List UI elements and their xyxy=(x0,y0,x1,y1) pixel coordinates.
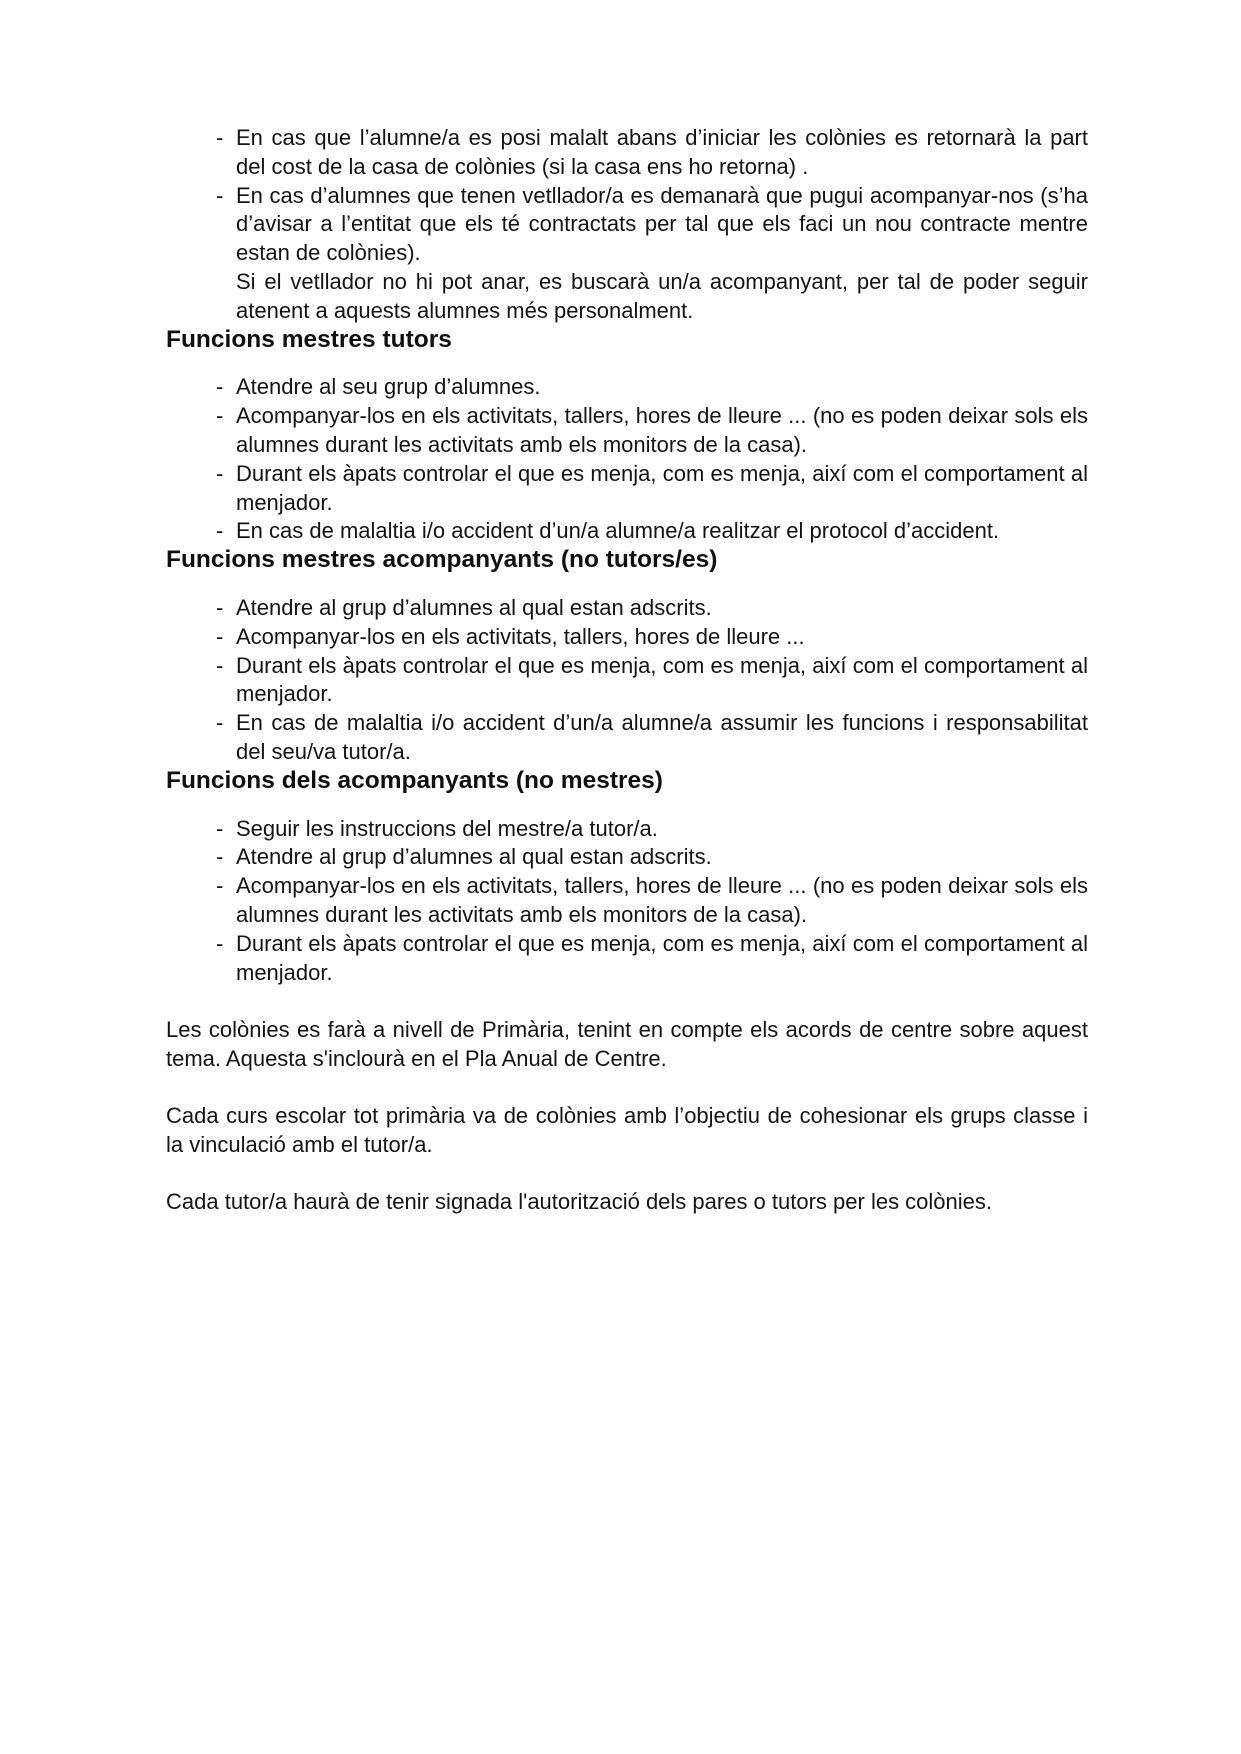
section-heading-mestres-acompanyants: Funcions mestres acompanyants (no tutors/es) xyxy=(166,546,718,574)
bullet-text: Durant els àpats controlar el que es menja, com es menja, així com el comportament al menjador. xyxy=(236,930,1088,985)
bullet-text: Atendre al grup d’alumnes al qual estan adscrits. xyxy=(236,594,712,620)
bullet-text: Acompanyar-los en els activitats, tallers, hores de lleure ... (no es poden deixar sols els alumnes durant les activitats amb els monitors de la casa). xyxy=(236,873,1088,927)
bullet-text: En cas de malaltia i/o accident d’un/a alumne/a realitzar el protocol d’accident. xyxy=(236,518,1000,544)
list-item xyxy=(166,872,1088,930)
list-item xyxy=(166,373,1088,402)
bullet-dash: - xyxy=(216,460,224,486)
bullet-text: Durant els àpats controlar el que es menja, com es menja, així com el comportament al menjador. xyxy=(236,652,1088,707)
bullet-dash: - xyxy=(216,623,224,649)
bullet-text: En cas de malaltia i/o accident d’un/a alumne/a assumir les funcions i responsabilitat del seu/va tutor/a. xyxy=(236,710,1088,764)
bullet-dash: - xyxy=(216,374,224,400)
list-item xyxy=(166,709,1088,767)
paragraph-curs-escolar: Cada curs escolar tot primària va de colònies amb l’objectiu de cohesionar els grups classe i la vinculació amb el tutor/a. xyxy=(166,1102,1088,1157)
section-heading-acompanyants-no-mestres: Funcions dels acompanyants (no mestres) xyxy=(166,766,663,794)
list-item xyxy=(166,460,1088,518)
section-heading-mestres-tutors: Funcions mestres tutors xyxy=(166,325,452,353)
list-item xyxy=(166,815,1088,844)
section-bullet-list xyxy=(166,815,1088,988)
bullet-text: Atendre al seu grup d’alumnes. xyxy=(236,374,541,400)
bullet-text: Acompanyar-los en els activitats, tallers, hores de lleure ... xyxy=(236,623,805,649)
list-item xyxy=(166,182,1088,326)
bullet-dash: - xyxy=(216,652,224,678)
list-item xyxy=(166,124,1088,182)
bullet-dash: - xyxy=(216,815,224,841)
bullet-text: En cas que l’alumne/a es posi malalt abans d’iniciar les colònies es retornarà la part del cost de la casa de colònies (si la casa ens ho retorna) . xyxy=(236,125,1088,179)
list-item xyxy=(166,652,1088,710)
list-item xyxy=(166,843,1088,872)
list-item xyxy=(166,623,1088,652)
list-item xyxy=(166,402,1088,460)
bullet-text: En cas d’alumnes que tenen vetllador/a es demanarà que pugui acompanyar-nos (s’ha d’avisar a l’entitat que els té contractats per tal que els faci un nou contracte mentre estan de colònies). xyxy=(236,182,1088,266)
bullet-dash: - xyxy=(216,710,224,736)
bullet-text: Atendre al grup d’alumnes al qual estan adscrits. xyxy=(236,844,712,870)
bullet-dash: - xyxy=(216,518,224,544)
list-item xyxy=(166,517,1088,546)
bullet-dash: - xyxy=(216,182,224,208)
paragraph-colonies-primaria: Les colònies es farà a nivell de Primària, tenint en compte els acords de centre sobre aquest tema. Aquesta s'inclourà en el Pla Anual de Centre. xyxy=(166,1017,1088,1072)
bullet-dash: - xyxy=(216,844,224,870)
section-bullet-list xyxy=(166,373,1088,546)
bullet-dash: - xyxy=(216,930,224,956)
section-bullet-list xyxy=(166,594,1088,767)
bullet-dash: - xyxy=(216,403,224,429)
bullet-text: Acompanyar-los en els activitats, tallers, hores de lleure ... (no es poden deixar sols els alumnes durant les activitats amb els monitors de la casa). xyxy=(236,403,1088,457)
bullet-dash: - xyxy=(216,873,224,899)
bullet-continuation-text: Si el vetllador no hi pot anar, es buscarà un/a acompanyant, per tal de poder seguir atenent a aquests alumnes més personalment. xyxy=(236,268,1088,323)
bullet-dash: - xyxy=(216,594,224,620)
list-item xyxy=(166,594,1088,623)
intro-bullet-list xyxy=(166,124,1088,326)
list-item xyxy=(166,930,1088,988)
bullet-text: Seguir les instruccions del mestre/a tutor/a. xyxy=(236,815,658,841)
bullet-text: Durant els àpats controlar el que es menja, com es menja, així com el comportament al menjador. xyxy=(236,460,1088,515)
paragraph-autoritzacio: Cada tutor/a haurà de tenir signada l'autorització dels pares o tutors per les colònies. xyxy=(166,1188,993,1214)
bullet-dash: - xyxy=(216,125,224,150)
